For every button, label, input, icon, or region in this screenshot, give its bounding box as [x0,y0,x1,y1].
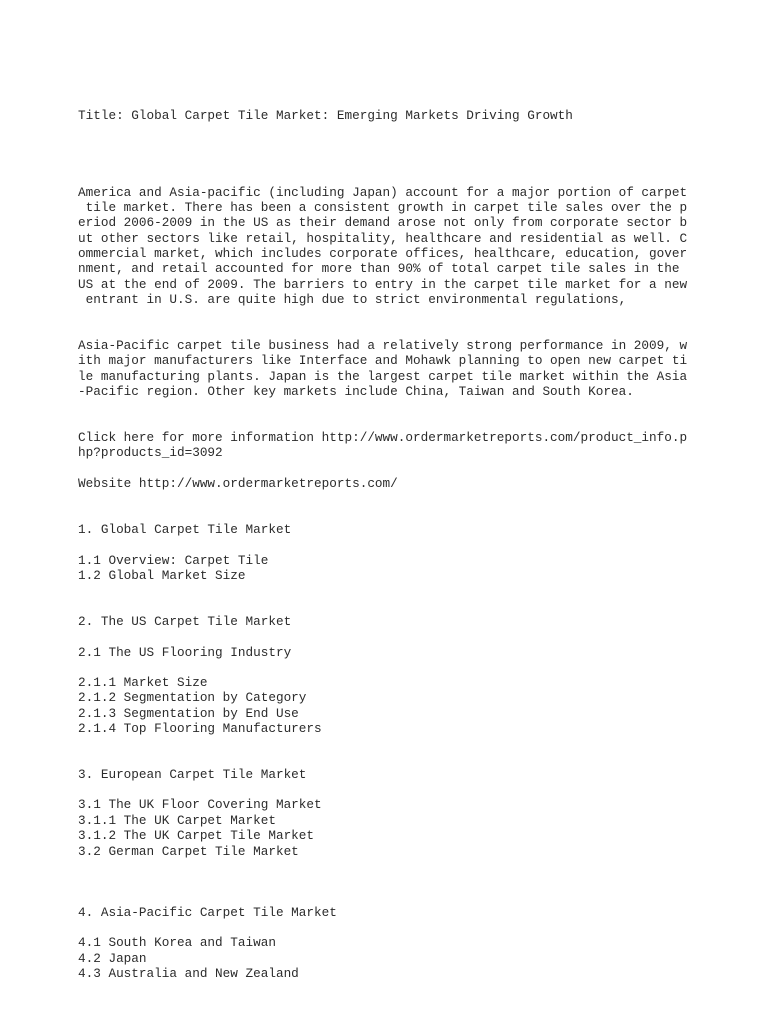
paragraph-2-line-1: Asia-Pacific carpet tile business had a relatively strong performance in 2009, w [78,338,688,353]
toc-item-3-1-2: 3.1.2 The UK Carpet Tile Market [78,828,315,843]
toc-item-1-2: 1.2 Global Market Size [78,568,246,583]
paragraph-1-line-8: entrant in U.S. are quite high due to strict environmental regulations, [78,292,627,307]
toc-section-1: 1. Global Carpet Tile Market [78,522,292,537]
toc-item-2-1-3: 2.1.3 Segmentation by End Use [78,706,299,721]
website-line: Website http://www.ordermarketreports.com/ [78,476,398,491]
paragraph-1-line-4: ut other sectors like retail, hospitality, healthcare and residential as well. C [78,231,688,246]
more-info-line-1: Click here for more information http://www.ordermarketreports.com/product_info.p [78,430,688,445]
paragraph-2-line-4: -Pacific region. Other key markets include China, Taiwan and South Korea. [78,384,634,399]
document-title: Title: Global Carpet Tile Market: Emerging Markets Driving Growth [78,108,573,123]
paragraph-1-line-5: ommercial market, which includes corporate offices, healthcare, education, gover [78,246,688,261]
toc-item-3-1-1: 3.1.1 The UK Carpet Market [78,813,276,828]
toc-item-4-2: 4.2 Japan [78,951,147,966]
paragraph-1-line-7: US at the end of 2009. The barriers to entry in the carpet tile market for a new [78,277,688,292]
paragraph-2-line-3: le manufacturing plants. Japan is the largest carpet tile market within the Asia [78,369,688,384]
paragraph-1-line-2: tile market. There has been a consistent growth in carpet tile sales over the p [78,200,688,215]
toc-section-2: 2. The US Carpet Tile Market [78,614,292,629]
toc-section-3: 3. European Carpet Tile Market [78,767,307,782]
toc-item-1-1: 1.1 Overview: Carpet Tile [78,553,269,568]
toc-item-2-1: 2.1 The US Flooring Industry [78,645,292,660]
toc-item-2-1-4: 2.1.4 Top Flooring Manufacturers [78,721,322,736]
paragraph-1-line-6: nment, and retail accounted for more than 90% of total carpet tile sales in the [78,261,680,276]
toc-item-3-2: 3.2 German Carpet Tile Market [78,844,299,859]
toc-item-3-1: 3.1 The UK Floor Covering Market [78,797,322,812]
toc-item-4-3: 4.3 Australia and New Zealand [78,966,299,981]
paragraph-2-line-2: ith major manufacturers like Interface and Mohawk planning to open new carpet ti [78,353,688,368]
toc-section-4: 4. Asia-Pacific Carpet Tile Market [78,905,337,920]
toc-item-4-1: 4.1 South Korea and Taiwan [78,935,276,950]
paragraph-1-line-1: America and Asia-pacific (including Japan) account for a major portion of carpet [78,185,688,200]
paragraph-1-line-3: eriod 2006-2009 in the US as their demand arose not only from corporate sector b [78,215,688,230]
toc-item-2-1-2: 2.1.2 Segmentation by Category [78,690,307,705]
toc-item-2-1-1: 2.1.1 Market Size [78,675,208,690]
more-info-line-2: hp?products_id=3092 [78,445,223,460]
